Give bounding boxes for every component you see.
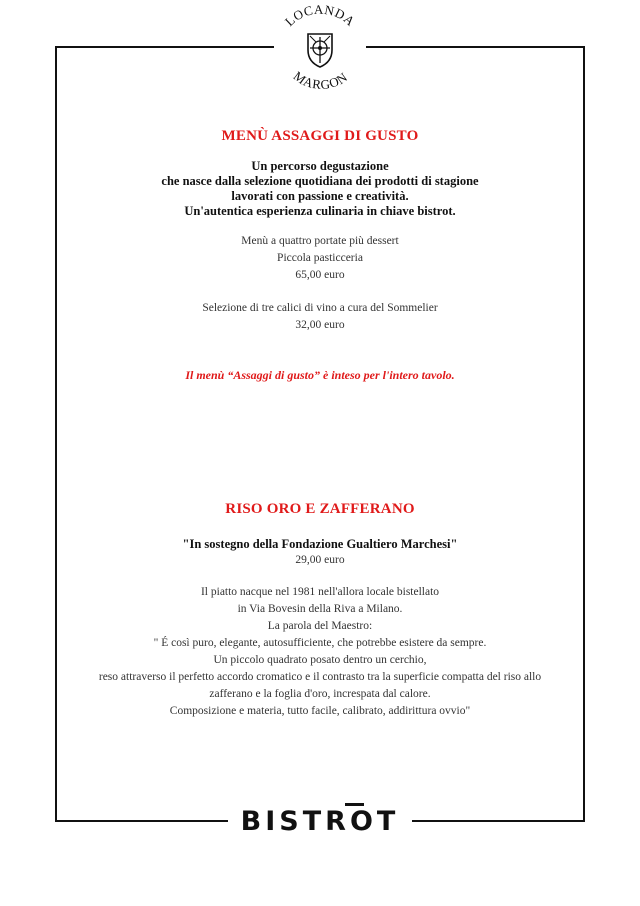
description-line: Il piatto nacque nel 1981 nell'allora locale bistellato (200, 586, 440, 598)
intro-line: lavorati con passione e creatività. (231, 189, 409, 203)
section-title-assaggi: MENÙ ASSAGGI DI GUSTO (221, 128, 419, 144)
riso-subtitle: "In sostegno della Fondazione Gualtiero Marchesi" (182, 537, 458, 551)
description-line: zafferano e la foglia d'oro, increspata dal calore. (209, 688, 431, 700)
description-line: Composizione e materia, tutto facile, calibrato, addirittura ovvio" (169, 705, 471, 717)
assaggi-intro (55, 159, 585, 219)
svg-text:LOCANDA (282, 2, 359, 29)
wine-price: 32,00 euro (295, 319, 345, 331)
riso-description (55, 584, 585, 720)
bistrot-wordmark: BISTROT (240, 805, 400, 837)
riso-price: 29,00 euro (295, 554, 345, 566)
intro-line: Un'autentica esperienza culinaria in chiave bistrot. (184, 204, 456, 218)
locanda-margon-logo (274, 0, 366, 94)
logo-text-bottom: MARGON (290, 68, 351, 93)
wine-offer (55, 300, 585, 334)
logo-text-top: LOCANDA (281, 1, 359, 30)
menu-line: Menù a quattro portate più dessert (241, 235, 399, 247)
logo-emblem-icon (274, 0, 366, 94)
section-title-riso: RISO ORO E ZAFFERANO (225, 501, 415, 517)
table-note: Il menù “Assaggi di gusto” è inteso per l'intero tavolo. (185, 368, 455, 382)
description-line: reso attraverso il perfetto accordo cromatico e il contrasto tra la superficie compatta del riso allo (98, 671, 542, 683)
menu-offer (55, 233, 585, 284)
svg-text:MARGON (291, 68, 351, 92)
bistrot-overbar-icon (345, 803, 364, 806)
description-line: " É così puro, elegante, autosufficiente, che potrebbe esistere da sempre. (153, 637, 487, 649)
description-line: in Via Bovesin della Riva a Milano. (237, 603, 403, 615)
wine-line: Selezione di tre calici di vino a cura del Sommelier (202, 302, 438, 314)
bistrot-logo (228, 799, 412, 843)
intro-line: che nasce dalla selezione quotidiana dei prodotti di stagione (161, 174, 479, 188)
menu-line: Piccola pasticceria (277, 252, 363, 264)
intro-line: Un percorso degustazione (251, 159, 389, 173)
description-line: La parola del Maestro: (267, 620, 373, 632)
menu-price: 65,00 euro (295, 269, 345, 281)
description-line: Un piccolo quadrato posato dentro un cerchio, (213, 654, 427, 666)
